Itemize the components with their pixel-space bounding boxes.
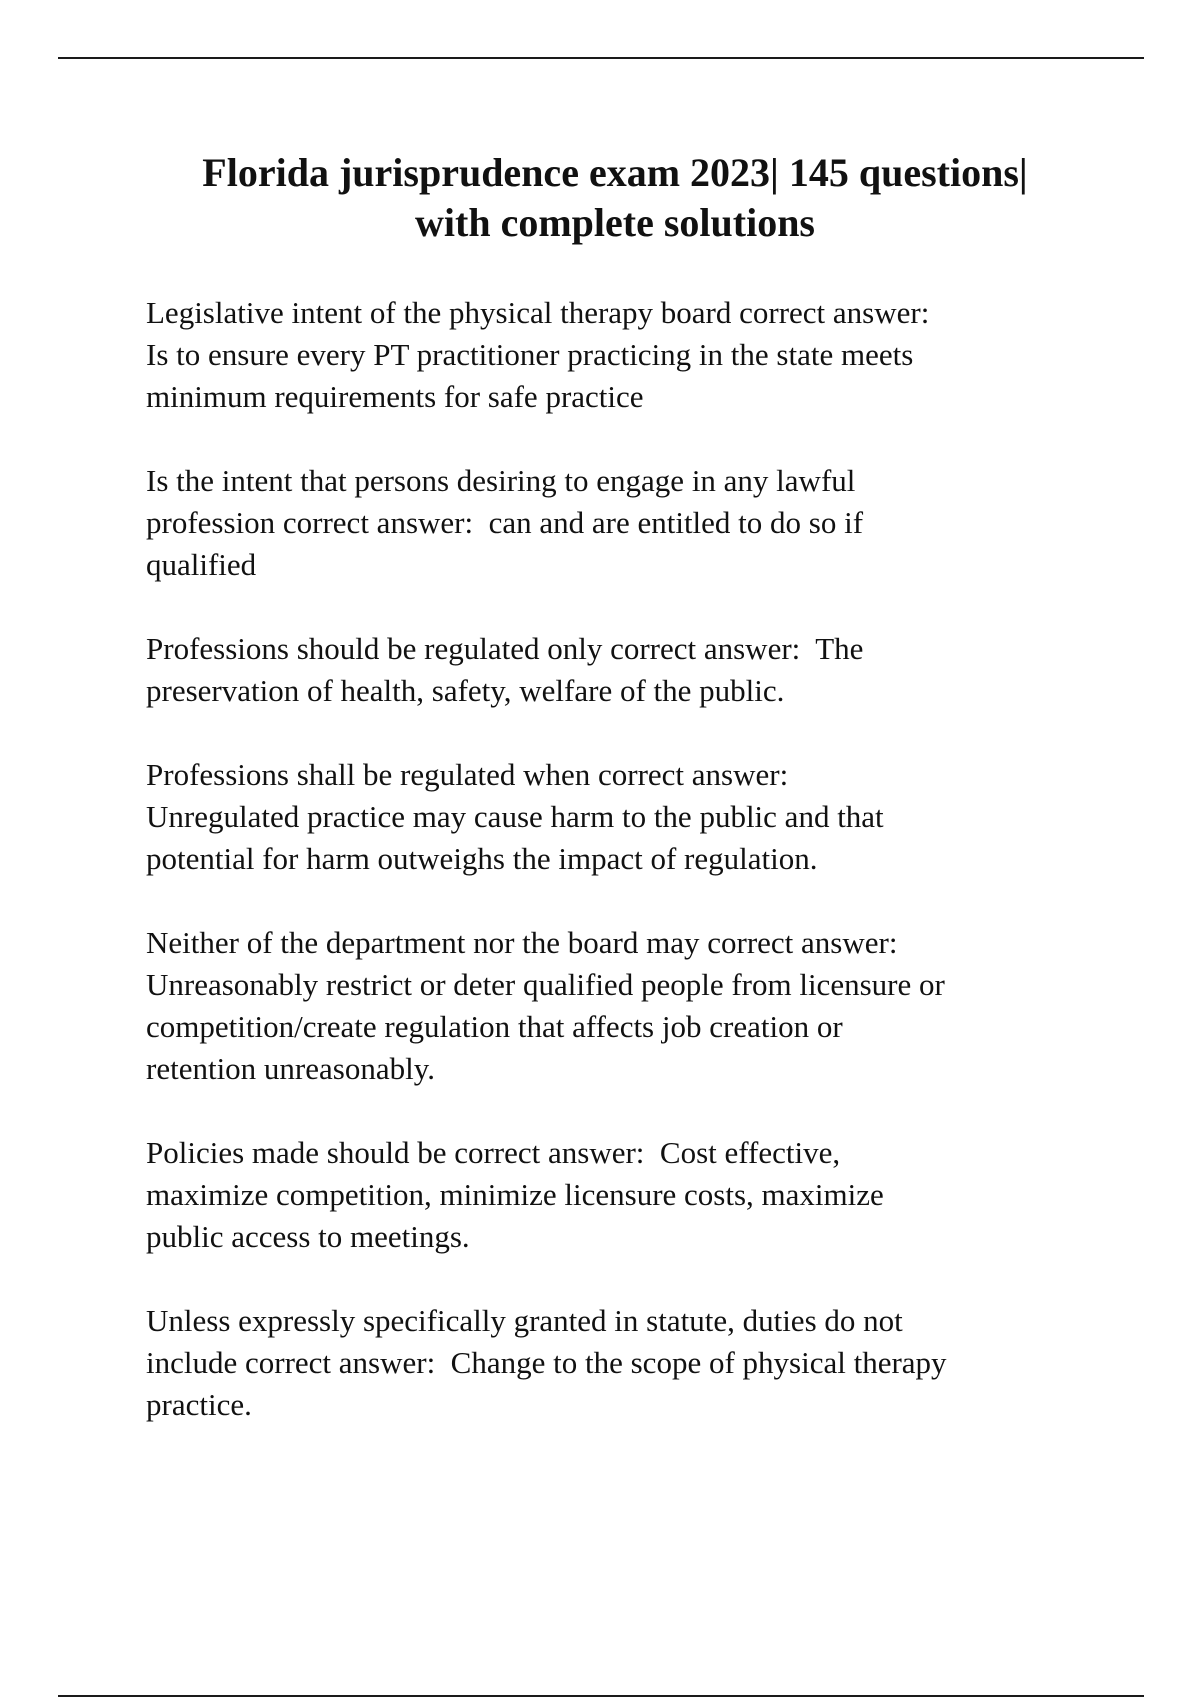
qa-line: practice.	[146, 1387, 252, 1422]
qa-line: qualified	[146, 547, 257, 582]
qa-line: Unregulated practice may cause harm to the public and that	[146, 799, 884, 834]
qa-item-3	[146, 628, 1146, 712]
qa-line: potential for harm outweighs the impact of regulation.	[146, 841, 818, 876]
qa-line: minimum requirements for safe practice	[146, 379, 644, 414]
qa-item-6	[146, 1132, 1146, 1258]
title-line-2: with complete solutions	[415, 200, 815, 245]
qa-line: include correct answer: Change to the scope of physical therapy	[146, 1345, 947, 1380]
title-line-1: Florida jurisprudence exam 2023| 145 questions|	[202, 150, 1028, 195]
qa-line: Neither of the department nor the board may correct answer:	[146, 925, 898, 960]
qa-item-5	[146, 922, 1146, 1090]
qa-line: Is the intent that persons desiring to engage in any lawful	[146, 463, 856, 498]
bottom-divider	[58, 1695, 1144, 1697]
qa-line: Policies made should be correct answer: Cost effective,	[146, 1135, 841, 1170]
qa-line: profession correct answer: can and are entitled to do so if	[146, 505, 864, 540]
qa-list	[146, 292, 1146, 1468]
qa-line: Professions shall be regulated when correct answer:	[146, 757, 789, 792]
qa-item-7	[146, 1300, 1146, 1426]
qa-item-1	[146, 292, 1146, 418]
document-title	[120, 148, 1110, 248]
qa-line: public access to meetings.	[146, 1219, 470, 1254]
qa-line: Professions should be regulated only correct answer: The	[146, 631, 864, 666]
qa-line: Legislative intent of the physical therapy board correct answer:	[146, 295, 930, 330]
qa-line: Unreasonably restrict or deter qualified people from licensure or	[146, 967, 945, 1002]
top-divider	[58, 57, 1144, 59]
qa-line: preservation of health, safety, welfare of the public.	[146, 673, 785, 708]
qa-item-2	[146, 460, 1146, 586]
qa-line: Is to ensure every PT practitioner practicing in the state meets	[146, 337, 914, 372]
qa-line: Unless expressly specifically granted in statute, duties do not	[146, 1303, 903, 1338]
qa-line: retention unreasonably.	[146, 1051, 435, 1086]
qa-line: maximize competition, minimize licensure costs, maximize	[146, 1177, 884, 1212]
qa-line: competition/create regulation that affects job creation or	[146, 1009, 843, 1044]
qa-item-4	[146, 754, 1146, 880]
